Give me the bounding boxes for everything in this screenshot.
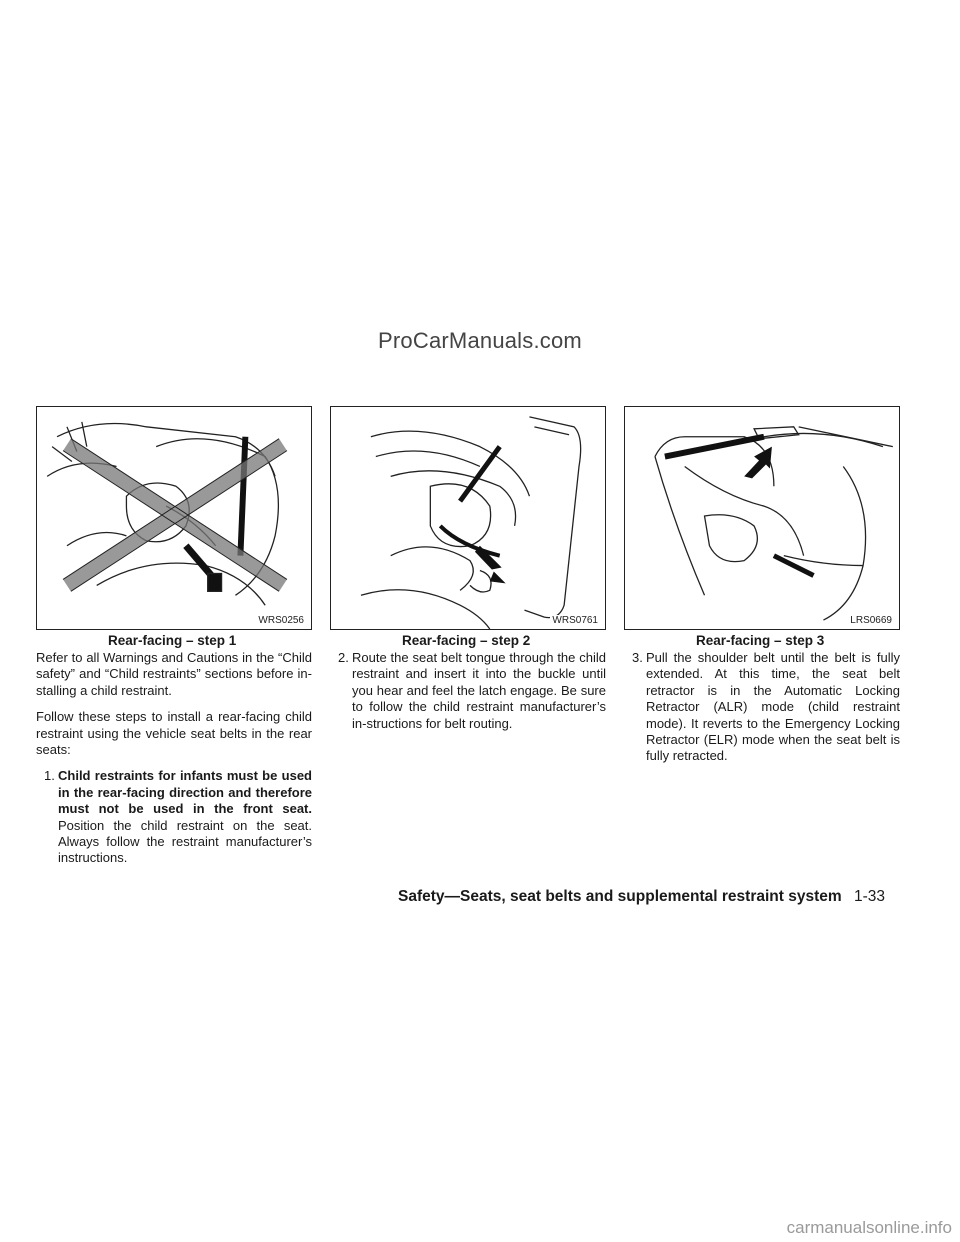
watermark-top: ProCarManuals.com	[378, 328, 582, 353]
step-1-warning: Child restraints for infants must be used in the rear-facing direction and therefore must not be used in the front seat.	[58, 768, 312, 817]
figure-code: WRS0256	[258, 615, 304, 626]
figure-caption: Rear-facing – step 2	[402, 633, 531, 648]
step-2-text: Route the seat belt tongue through the child restraint and insert it into the buckle until you hear and feel the latch engage. Be sure to follow the child restraint manufacturer’s in-structions for belt routing.	[352, 650, 606, 731]
figure-caption: Rear-facing – step 1	[108, 633, 237, 648]
step-number: 2.	[338, 650, 349, 665]
figure-caption: Rear-facing – step 3	[696, 633, 825, 648]
page-number: 1-33	[854, 888, 886, 905]
step-3	[624, 650, 900, 765]
figure-rear-facing-step-1	[36, 406, 312, 630]
figure-code: WRS0761	[552, 615, 598, 626]
footer-section-title: Safety—Seats, seat belts and supplemental restraint system	[398, 888, 842, 905]
step-1-text: Position the child restraint on the seat. Always follow the restraint manufacturer’s instructions.	[58, 817, 312, 866]
column-3	[624, 650, 900, 765]
step-2	[330, 650, 606, 732]
figure-rear-facing-step-2	[330, 406, 606, 630]
intro-paragraph: Refer to all Warnings and Cautions in the “Child safety” and “Child restraints” sections before in-stalling a child restraint.	[36, 650, 312, 698]
step-number: 1.	[44, 768, 55, 784]
illustration-step-3	[625, 407, 899, 629]
figure-rear-facing-step-3	[624, 406, 900, 630]
illustration-step-2	[331, 407, 605, 629]
column-2	[330, 650, 606, 732]
step-1	[36, 768, 312, 866]
instruction-paragraph: Follow these steps to install a rear-facing child restraint using the vehicle seat belts in the rear seats:	[36, 709, 312, 758]
figure-code: LRS0669	[850, 615, 892, 626]
watermark-bottom: carmanualsonline.info	[786, 1218, 952, 1237]
illustration-step-1	[37, 407, 311, 629]
step-3-text: Pull the shoulder belt until the belt is fully extended. At this time, the seat belt retractor is in the Automatic Locking Retractor (ALR) mode (child restraint mode). It reverts to the Emergency Locking Retractor (ELR) mode when the seat belt is fully retracted.	[646, 650, 900, 764]
step-number: 3.	[632, 650, 643, 665]
column-1	[36, 650, 312, 867]
